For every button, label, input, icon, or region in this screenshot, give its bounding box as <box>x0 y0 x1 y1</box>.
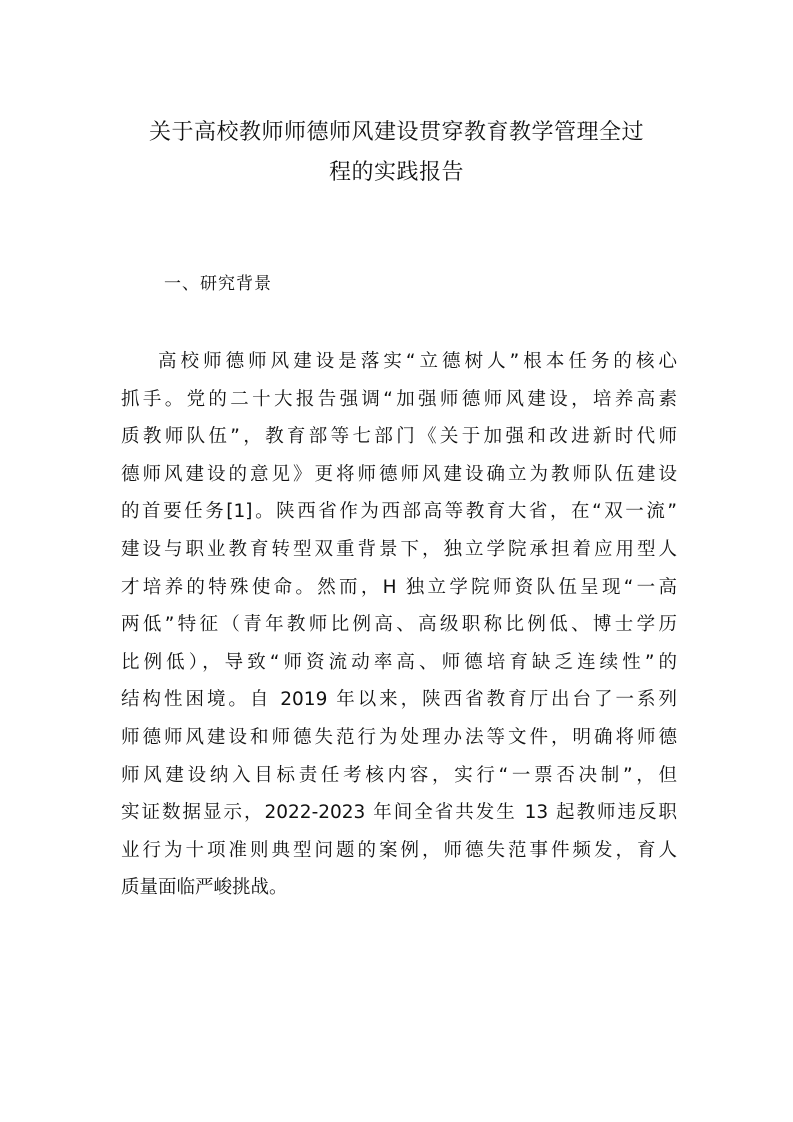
title-line-1: 关于高校教师师德师风建设贯穿教育教学管理全过 <box>148 119 644 145</box>
paragraph-line: 业行为十项准则典型问题的案例，师德失范事件频发，育人 <box>121 839 677 861</box>
title-line-2: 程的实践报告 <box>328 159 464 185</box>
paragraph-line: 比例低），导致“师资流动率高、师德培育缺乏连续性”的 <box>121 651 677 673</box>
paragraph-line: 师风建设纳入目标责任考核内容，实行“一票否决制”，但 <box>121 764 677 786</box>
paragraph-line: 德师风建设的意见》更将师德师风建设确立为教师队伍建设 <box>121 463 677 485</box>
paragraph-line: 才培养的特殊使命。然而，H 独立学院师资队伍呈现“一高 <box>121 576 677 598</box>
paragraph-line: 质量面临严峻挑战。 <box>121 877 288 899</box>
document-title <box>120 113 673 193</box>
paragraph-line: 的首要任务[1]。陕西省作为西部高等教育大省，在“双一流” <box>121 501 677 523</box>
paragraph-line: 质教师队伍”，教育部等七部门《关于加强和改进新时代师 <box>121 426 677 448</box>
paragraph-line: 结构性困境。自 2019 年以来，陕西省教育厅出台了一系列 <box>121 689 677 711</box>
paragraph-line: 实证数据显示，2022-2023 年间全省共发生 13 起教师违反职 <box>121 802 677 824</box>
paragraph-line: 建设与职业教育转型双重背景下，独立学院承担着应用型人 <box>121 538 677 560</box>
paragraph-line: 高校师德师风建设是落实“立德树人”根本任务的核心 <box>158 351 677 372</box>
section-heading: 一、研究背景 <box>164 274 272 294</box>
paragraph-line: 抓手。党的二十大报告强调“加强师德师风建设，培养高素 <box>121 388 677 410</box>
paragraph-line: 师德师风建设和师德失范行为处理办法等文件，明确将师德 <box>121 726 677 748</box>
body-paragraph <box>121 343 677 907</box>
paragraph-line: 两低”特征（青年教师比例高、高级职称比例低、博士学历 <box>121 614 677 636</box>
